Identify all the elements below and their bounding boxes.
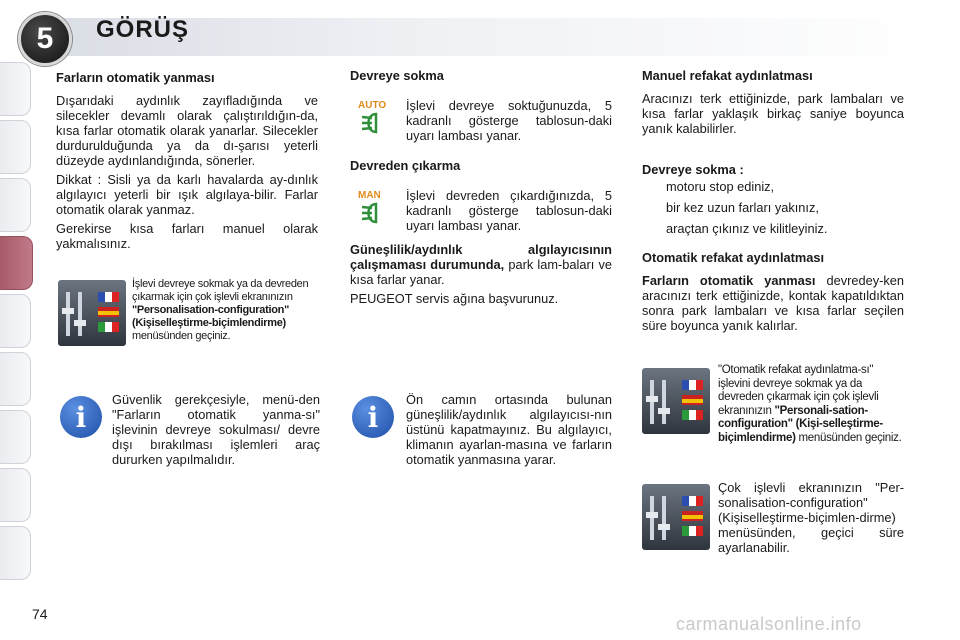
column-left bbox=[56, 70, 318, 255]
chapter-tabs bbox=[0, 0, 34, 640]
chapter-tab[interactable] bbox=[0, 294, 31, 348]
fault-bold: Güneşlilik/aydınlık algılayıcısının çalışmaması durumunda, bbox=[350, 242, 612, 272]
info-note-middle bbox=[406, 392, 612, 471]
column-right bbox=[642, 68, 904, 337]
list-item bbox=[642, 179, 904, 194]
multifunction-screen-icon bbox=[58, 280, 126, 346]
auto-guide-text bbox=[642, 273, 904, 333]
heading-activation: Devreye sokma : bbox=[642, 162, 744, 177]
man-label: MAN bbox=[358, 190, 381, 201]
menu-note-right bbox=[718, 364, 904, 445]
paragraph: İşlevi devreden çıkardığınızda, 5 kadranlı gösterge tablosun-daki uyarı lambası yanar. bbox=[406, 188, 612, 233]
activation-text bbox=[406, 98, 612, 147]
service-text: PEUGEOT servis ağına başvurunuz. bbox=[350, 291, 559, 306]
heading-activation: Devreye sokma bbox=[350, 68, 444, 83]
step-text: araçtan çıkınız ve kilitleyiniz. bbox=[666, 221, 828, 236]
fault-text bbox=[350, 242, 612, 287]
heading-auto-guide: Otomatik refakat aydınlatması bbox=[642, 250, 825, 265]
deactivation-block bbox=[350, 158, 612, 181]
auto-bold: Farların otomatik yanması bbox=[642, 273, 816, 288]
step-text: motoru stop ediniz, bbox=[666, 179, 775, 194]
menu-path: "Personalisation-configuration" (Kişiselleştirme-biçimlendirme) bbox=[132, 304, 289, 329]
info-text: Ön camın ortasında bulunan güneşlilik/aydınlık algılayıcısı-nın üstünü kapatmayınız. Bu algılayıcı, klimanın ayarlan-masına ve farların otomatik yanmasına yarar. bbox=[406, 392, 612, 467]
fault-block bbox=[350, 242, 612, 310]
step-text: bir kez uzun farları yakınız, bbox=[666, 200, 819, 215]
page-number: 74 bbox=[32, 606, 48, 622]
heading-auto-lights: Farların otomatik yanması bbox=[56, 70, 215, 85]
paragraph: İşlevi devreye soktuğunuzda, 5 kadranlı gösterge tablosun-daki uyarı lambası yanar. bbox=[406, 98, 612, 143]
paragraph: Dikkat : Sisli ya da karlı havalarda ay-dınlık algılayıcı yeterli bir ışık algılaya-bilir. Farlar otomatik olarak yanmaz. bbox=[56, 172, 318, 217]
list-item bbox=[642, 200, 904, 215]
menu-note-text: menüsünden geçiniz. bbox=[798, 431, 902, 444]
chapter-number: 5 bbox=[18, 12, 72, 66]
paragraph: Gerekirse kısa farları manuel olarak yakmalısınız. bbox=[56, 221, 318, 251]
multifunction-screen-icon bbox=[642, 484, 710, 550]
menu-note-text: menüsünden geçiniz. bbox=[132, 330, 231, 342]
watermark: carmanualsonline.info bbox=[676, 614, 862, 634]
column-middle bbox=[350, 68, 612, 91]
chapter-tab[interactable] bbox=[0, 120, 31, 174]
chapter-tab-active[interactable] bbox=[0, 236, 33, 290]
list-item bbox=[642, 221, 904, 236]
auto-label: AUTO bbox=[358, 100, 387, 111]
fault-rest: park lam-baları ve kısa farlar yanar. bbox=[350, 257, 612, 287]
menu-note-text: "Otomatik refakat aydınlatma-sı" işlevini devreye sokmak ya da devreden çıkarmak için çok işlevli ekranınızın bbox=[718, 364, 879, 417]
chapter-tab[interactable] bbox=[0, 468, 31, 522]
chapter-tab[interactable] bbox=[0, 526, 31, 580]
auto-rest: devredey-ken aracınızı terk ettiğinizde, kontak kapatıldıktan sonra park lambaları ve kısa farlar seçilen süre boyunca yanık kalırlar. bbox=[642, 273, 905, 333]
duration-note bbox=[718, 480, 904, 559]
chapter-tab[interactable] bbox=[0, 352, 31, 406]
chapter-tab[interactable] bbox=[0, 178, 31, 232]
info-text: Güvenlik gerekçesiyle, menü-den "Farların otomatik yanma-sı" işlevinin devreye sokulması/ devre dışı bırakılması işlemleri araç dururken yapılmalıdır. bbox=[112, 392, 320, 467]
auto-headlamp-icon bbox=[354, 98, 396, 138]
manual-headlamp-icon bbox=[354, 188, 396, 228]
chapter-tab[interactable] bbox=[0, 62, 31, 116]
paragraph: Dışarıdaki aydınlık zayıfladığında ve silecekler devamlı olarak çalıştırıldığın-da, kısa farlar otomatik olarak yanarlar. Silecekler durdurulduğunda ya da dı-şarısı yeterli düzeyde aydınlandığında, sönerler. bbox=[56, 93, 318, 168]
deactivation-text bbox=[406, 188, 612, 237]
steps-list bbox=[642, 179, 904, 236]
heading-deactivation: Devreden çıkarma bbox=[350, 158, 461, 173]
menu-path: "Personali-sation-configuration" (Kişi-selleştirme-biçimlendirme) bbox=[718, 404, 883, 444]
menu-note-left bbox=[132, 278, 320, 343]
heading-manual-guide: Manuel refakat aydınlatması bbox=[642, 68, 813, 83]
info-icon: i bbox=[60, 396, 102, 438]
paragraph: Çok işlevli ekranınızın "Per-sonalisation-configuration" (Kişiselleştirme-biçimlen-dirme) menüsünden, geçici süre ayarlanabilir. bbox=[718, 480, 904, 555]
paragraph: Aracınızı terk ettiğinizde, park lambaları ve kısa farlar yaklaşık birkaç saniye boyunca yanık kalabilirler. bbox=[642, 91, 904, 136]
chapter-tab[interactable] bbox=[0, 410, 31, 464]
page-title: GÖRÜŞ bbox=[96, 16, 190, 43]
info-note-left bbox=[112, 392, 320, 471]
info-icon: i bbox=[352, 396, 394, 438]
menu-note-text: İşlevi devreye sokmak ya da devreden çıkarmak için çok işlevli ekranınızın bbox=[132, 278, 309, 303]
multifunction-screen-icon bbox=[642, 368, 710, 434]
